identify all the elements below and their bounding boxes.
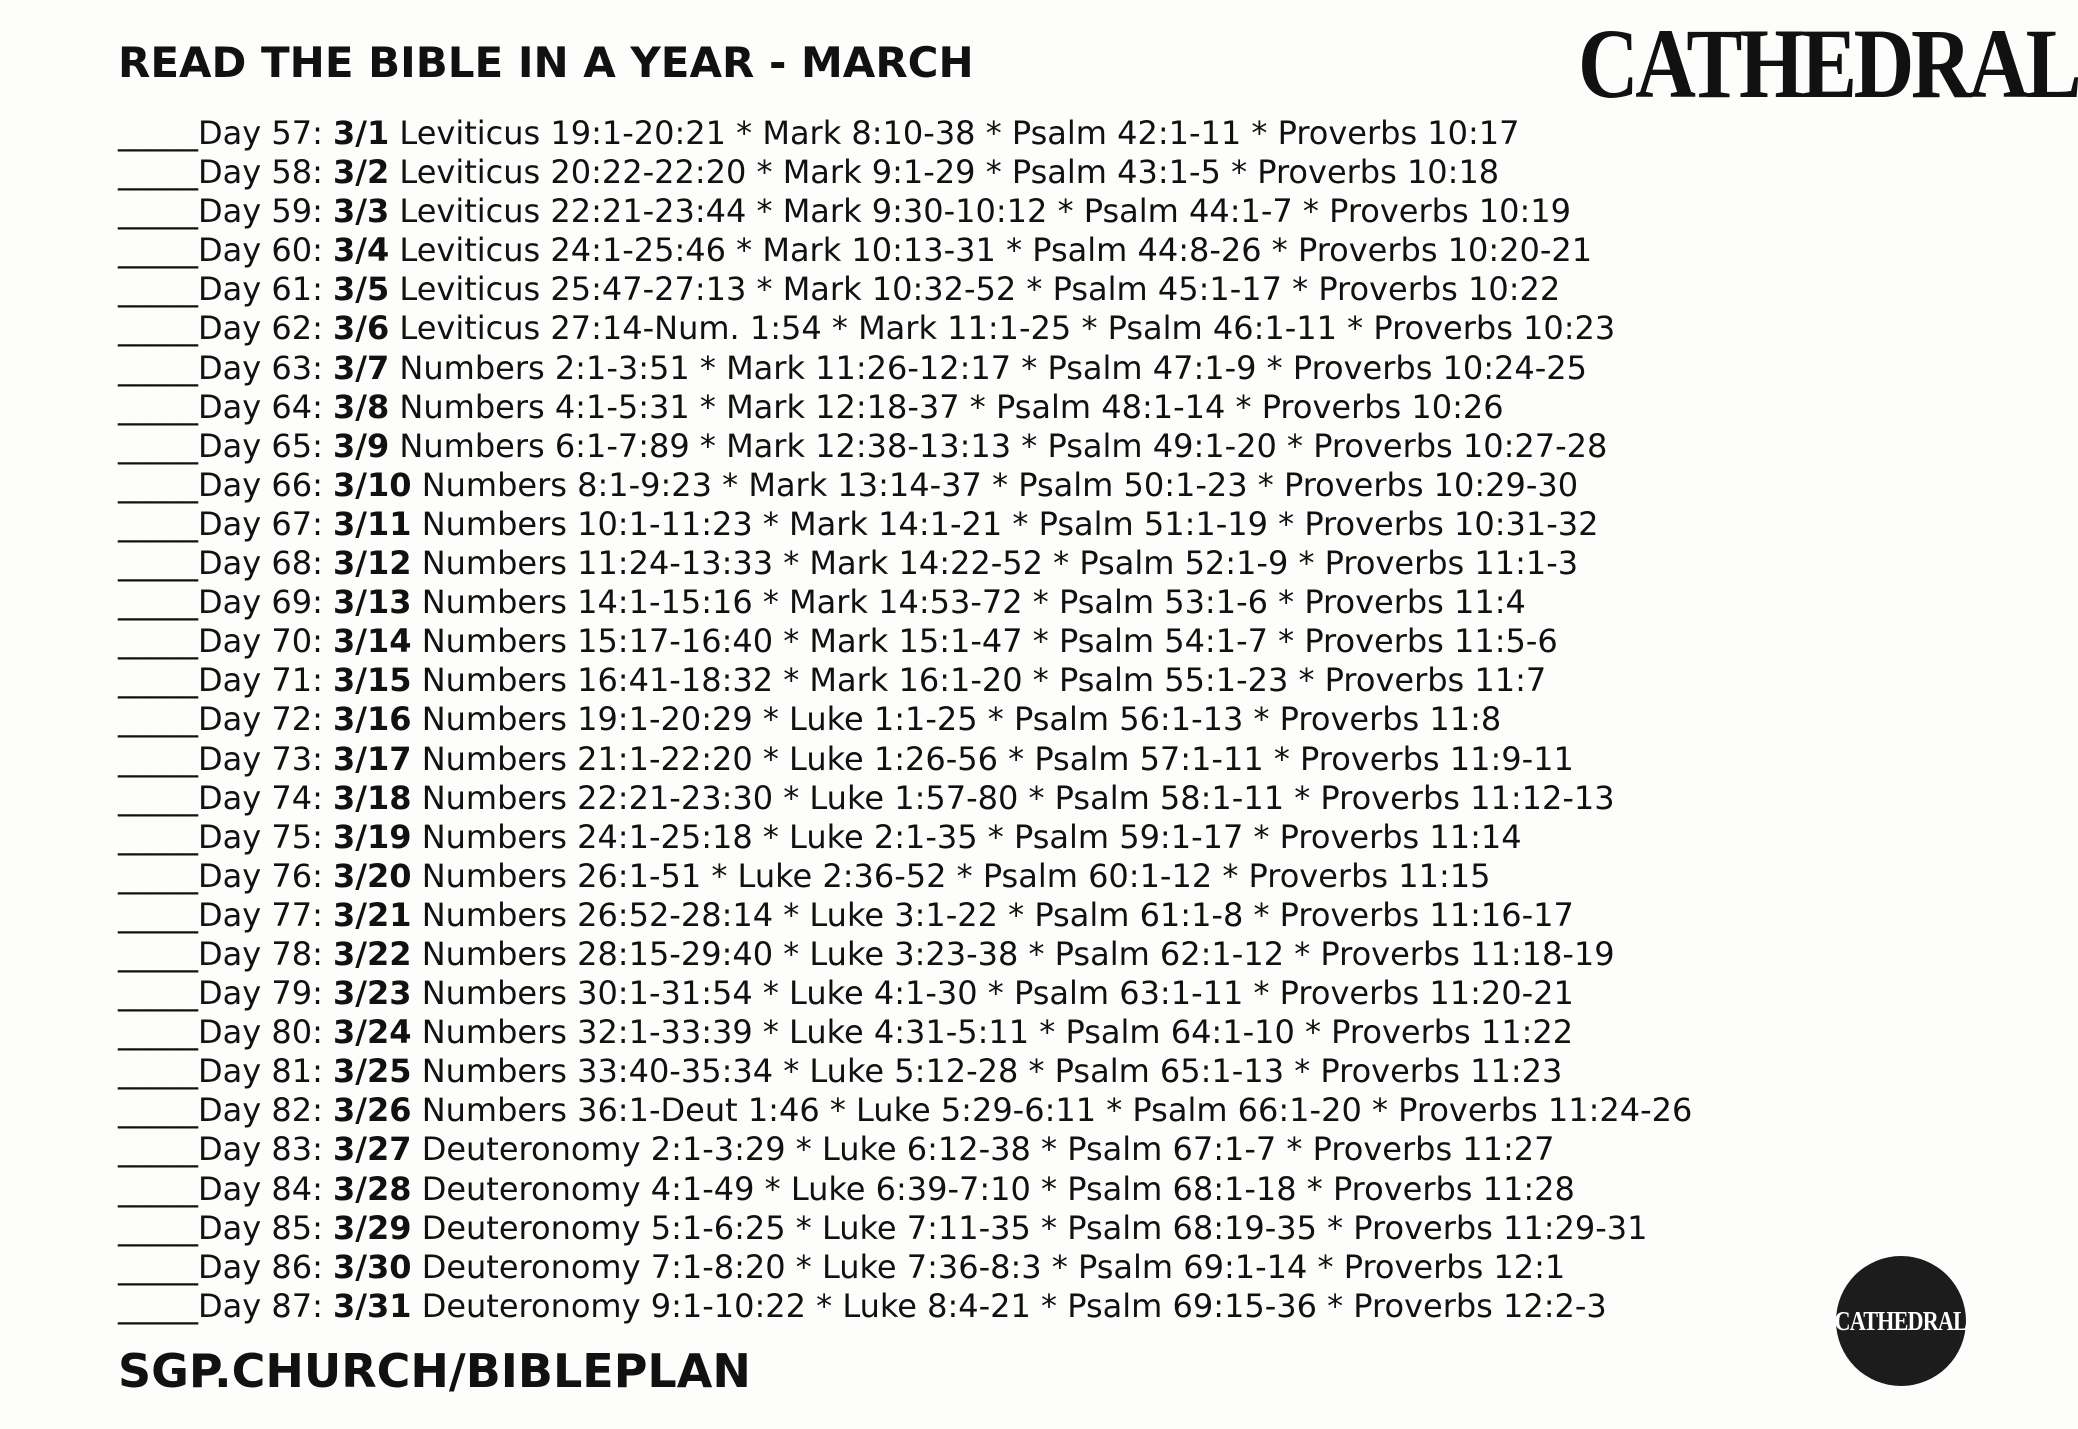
day-prefix: _____Day 79: — [118, 974, 334, 1013]
day-date: 3/16 — [333, 700, 412, 739]
day-date: 3/27 — [333, 1130, 412, 1169]
cathedral-logo: CATHEDRAL — [1578, 8, 2078, 119]
reading-row — [118, 661, 1692, 700]
day-date: 3/14 — [333, 622, 412, 661]
day-passages: Numbers 33:40-35:34 * Luke 5:12-28 * Psalm 65:1-13 * Proverbs 11:23 — [411, 1052, 1563, 1091]
day-date: 3/24 — [333, 1013, 412, 1052]
day-date: 3/19 — [333, 817, 412, 856]
reading-row — [118, 740, 1692, 779]
reading-row — [118, 1209, 1692, 1248]
reading-row — [118, 700, 1692, 739]
day-prefix: _____Day 57: — [118, 114, 334, 152]
reading-row — [118, 935, 1692, 974]
day-date: 3/25 — [333, 1052, 412, 1091]
day-date: 3/28 — [333, 1169, 412, 1208]
day-prefix: _____Day 71: — [118, 661, 334, 700]
reading-row — [118, 388, 1692, 427]
reading-row — [118, 231, 1692, 270]
reading-list — [118, 114, 1692, 1326]
reading-row — [118, 896, 1692, 935]
reading-row — [118, 427, 1692, 466]
day-passages: Numbers 22:21-23:30 * Luke 1:57-80 * Psalm 58:1-11 * Proverbs 11:12-13 — [411, 778, 1615, 817]
day-prefix: _____Day 77: — [118, 895, 334, 934]
day-date: 3/30 — [333, 1247, 412, 1286]
day-prefix: _____Day 66: — [118, 465, 334, 504]
day-prefix: _____Day 72: — [118, 700, 334, 739]
day-passages: Numbers 11:24-13:33 * Mark 14:22-52 * Psalm 52:1-9 * Proverbs 11:1-3 — [411, 544, 1579, 583]
cathedral-badge-logo — [1836, 1256, 1966, 1386]
day-date: 3/9 — [333, 426, 390, 465]
day-passages: Deuteronomy 5:1-6:25 * Luke 7:11-35 * Psalm 68:19-35 * Proverbs 11:29-31 — [411, 1208, 1648, 1247]
day-date: 3/17 — [333, 739, 412, 778]
day-passages: Numbers 36:1-Deut 1:46 * Luke 5:29-6:11 * Psalm 66:1-20 * Proverbs 11:24-26 — [411, 1091, 1693, 1130]
day-prefix: _____Day 86: — [118, 1247, 334, 1286]
reading-row — [118, 818, 1692, 857]
day-prefix: _____Day 81: — [118, 1052, 334, 1091]
day-passages: Leviticus 20:22-22:20 * Mark 9:1-29 * Psalm 43:1-5 * Proverbs 10:18 — [389, 153, 1500, 192]
day-date: 3/18 — [333, 778, 412, 817]
reading-row — [118, 1170, 1692, 1209]
day-prefix: _____Day 67: — [118, 504, 334, 543]
day-prefix: _____Day 83: — [118, 1130, 334, 1169]
day-date: 3/26 — [333, 1091, 412, 1130]
reading-row — [118, 349, 1692, 388]
reading-row — [118, 1287, 1692, 1326]
day-passages: Deuteronomy 9:1-10:22 * Luke 8:4-21 * Psalm 69:15-36 * Proverbs 12:2-3 — [411, 1286, 1607, 1325]
reading-row — [118, 622, 1692, 661]
reading-row — [118, 153, 1692, 192]
day-prefix: _____Day 59: — [118, 192, 334, 231]
day-date: 3/10 — [333, 465, 412, 504]
reading-row — [118, 1091, 1692, 1130]
day-prefix: _____Day 85: — [118, 1208, 334, 1247]
reading-row — [118, 270, 1692, 309]
day-passages: Numbers 30:1-31:54 * Luke 4:1-30 * Psalm 63:1-11 * Proverbs 11:20-21 — [411, 974, 1574, 1013]
day-passages: Numbers 32:1-33:39 * Luke 4:31-5:11 * Psalm 64:1-10 * Proverbs 11:22 — [411, 1013, 1574, 1052]
day-prefix: _____Day 84: — [118, 1169, 334, 1208]
day-date: 3/12 — [333, 544, 412, 583]
day-date: 3/21 — [333, 895, 412, 934]
day-passages: Numbers 28:15-29:40 * Luke 3:23-38 * Psalm 62:1-12 * Proverbs 11:18-19 — [411, 934, 1615, 973]
day-passages: Numbers 16:41-18:32 * Mark 16:1-20 * Psalm 55:1-23 * Proverbs 11:7 — [411, 661, 1547, 700]
day-date: 3/6 — [333, 309, 390, 348]
day-prefix: _____Day 62: — [118, 309, 334, 348]
day-passages: Numbers 4:1-5:31 * Mark 12:18-37 * Psalm 48:1-14 * Proverbs 10:26 — [389, 387, 1504, 426]
day-date: 3/8 — [333, 387, 390, 426]
day-prefix: _____Day 64: — [118, 387, 334, 426]
day-passages: Numbers 14:1-15:16 * Mark 14:53-72 * Psalm 53:1-6 * Proverbs 11:4 — [411, 583, 1526, 622]
reading-row — [118, 544, 1692, 583]
reading-row — [118, 1052, 1692, 1091]
reading-row — [118, 857, 1692, 896]
day-passages: Deuteronomy 4:1-49 * Luke 6:39-7:10 * Psalm 68:1-18 * Proverbs 11:28 — [411, 1169, 1575, 1208]
day-prefix: _____Day 61: — [118, 270, 334, 309]
badge-text: CATHEDRAL — [1834, 1305, 1968, 1336]
day-prefix: _____Day 80: — [118, 1013, 334, 1052]
day-date: 3/7 — [333, 348, 390, 387]
day-passages: Numbers 6:1-7:89 * Mark 12:38-13:13 * Psalm 49:1-20 * Proverbs 10:27-28 — [389, 426, 1608, 465]
day-prefix: _____Day 60: — [118, 231, 334, 270]
reading-row — [118, 309, 1692, 348]
day-passages: Numbers 8:1-9:23 * Mark 13:14-37 * Psalm 50:1-23 * Proverbs 10:29-30 — [411, 465, 1579, 504]
day-passages: Leviticus 22:21-23:44 * Mark 9:30-10:12 * Psalm 44:1-7 * Proverbs 10:19 — [389, 192, 1572, 231]
day-date: 3/4 — [333, 231, 390, 270]
day-prefix: _____Day 73: — [118, 739, 334, 778]
day-passages: Deuteronomy 7:1-8:20 * Luke 7:36-8:3 * Psalm 69:1-14 * Proverbs 12:1 — [411, 1247, 1566, 1286]
reading-row — [118, 114, 1692, 153]
reading-row — [118, 1248, 1692, 1287]
day-prefix: _____Day 70: — [118, 622, 334, 661]
day-prefix: _____Day 82: — [118, 1091, 334, 1130]
day-prefix: _____Day 78: — [118, 934, 334, 973]
day-date: 3/3 — [333, 192, 390, 231]
day-passages: Numbers 19:1-20:29 * Luke 1:1-25 * Psalm 56:1-13 * Proverbs 11:8 — [411, 700, 1502, 739]
day-date: 3/20 — [333, 856, 412, 895]
day-prefix: _____Day 75: — [118, 817, 334, 856]
day-passages: Leviticus 27:14-Num. 1:54 * Mark 11:1-25 * Psalm 46:1-11 * Proverbs 10:23 — [389, 309, 1616, 348]
day-prefix: _____Day 87: — [118, 1286, 334, 1325]
reading-row — [118, 192, 1692, 231]
reading-row — [118, 583, 1692, 622]
reading-row — [118, 779, 1692, 818]
reading-row — [118, 974, 1692, 1013]
reading-row — [118, 1130, 1692, 1169]
day-prefix: _____Day 69: — [118, 583, 334, 622]
reading-row — [118, 1013, 1692, 1052]
day-passages: Deuteronomy 2:1-3:29 * Luke 6:12-38 * Psalm 67:1-7 * Proverbs 11:27 — [411, 1130, 1555, 1169]
day-prefix: _____Day 68: — [118, 544, 334, 583]
reading-row — [118, 466, 1692, 505]
day-prefix: _____Day 74: — [118, 778, 334, 817]
day-date: 3/31 — [333, 1286, 412, 1325]
day-prefix: _____Day 65: — [118, 426, 334, 465]
day-date: 3/5 — [333, 270, 390, 309]
day-prefix: _____Day 58: — [118, 153, 334, 192]
footer-url: SGP.CHURCH/BIBLEPLAN — [118, 1344, 751, 1398]
page-title: READ THE BIBLE IN A YEAR - MARCH — [118, 38, 974, 87]
day-date: 3/22 — [333, 934, 412, 973]
day-passages: Leviticus 19:1-20:21 * Mark 8:10-38 * Psalm 42:1-11 * Proverbs 10:17 — [389, 114, 1520, 152]
day-passages: Numbers 21:1-22:20 * Luke 1:26-56 * Psalm 57:1-11 * Proverbs 11:9-11 — [411, 739, 1574, 778]
day-passages: Numbers 15:17-16:40 * Mark 15:1-47 * Psalm 54:1-7 * Proverbs 11:5-6 — [411, 622, 1558, 661]
day-passages: Numbers 2:1-3:51 * Mark 11:26-12:17 * Psalm 47:1-9 * Proverbs 10:24-25 — [389, 348, 1588, 387]
day-prefix: _____Day 63: — [118, 348, 334, 387]
day-prefix: _____Day 76: — [118, 856, 334, 895]
day-date: 3/11 — [333, 504, 412, 543]
day-passages: Numbers 26:52-28:14 * Luke 3:1-22 * Psalm 61:1-8 * Proverbs 11:16-17 — [411, 895, 1574, 934]
day-date: 3/1 — [333, 114, 390, 152]
day-date: 3/2 — [333, 153, 390, 192]
reading-row — [118, 505, 1692, 544]
day-passages: Numbers 10:1-11:23 * Mark 14:1-21 * Psalm 51:1-19 * Proverbs 10:31-32 — [411, 504, 1599, 543]
day-date: 3/29 — [333, 1208, 412, 1247]
day-passages: Leviticus 25:47-27:13 * Mark 10:32-52 * Psalm 45:1-17 * Proverbs 10:22 — [389, 270, 1561, 309]
day-date: 3/15 — [333, 661, 412, 700]
day-date: 3/23 — [333, 974, 412, 1013]
day-passages: Leviticus 24:1-25:46 * Mark 10:13-31 * Psalm 44:8-26 * Proverbs 10:20-21 — [389, 231, 1593, 270]
day-passages: Numbers 24:1-25:18 * Luke 2:1-35 * Psalm 59:1-17 * Proverbs 11:14 — [411, 817, 1522, 856]
day-passages: Numbers 26:1-51 * Luke 2:36-52 * Psalm 60:1-12 * Proverbs 11:15 — [411, 856, 1491, 895]
day-date: 3/13 — [333, 583, 412, 622]
